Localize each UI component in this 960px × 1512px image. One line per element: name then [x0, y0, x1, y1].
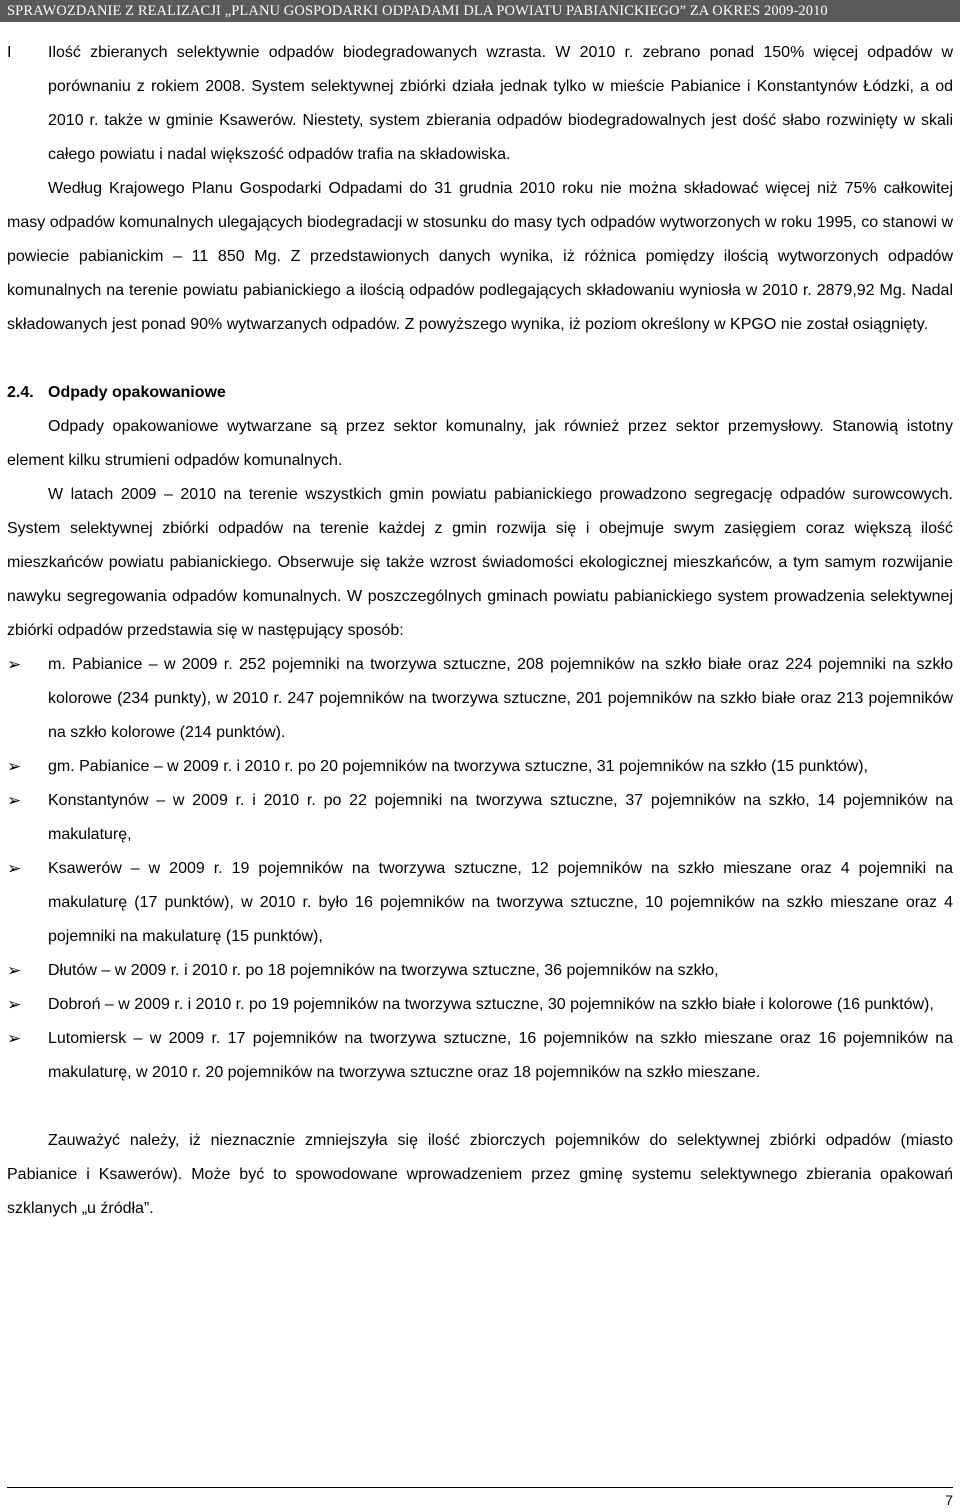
running-header: SPRAWOZDANIE Z REALIZACJI „PLANU GOSPODARKI ODPADAMI DLA POWIATU PABIANICKIEGO” ZA OKRES 2009-2010 — [0, 0, 960, 22]
arrow-bullet-icon: ➢ — [7, 757, 22, 776]
list-item-text: Dobroń – w 2009 r. i 2010 r. po 19 pojemników na tworzywa sztuczne, 30 pojemników na szkło białe i kolorowe (16 punktów), — [48, 996, 934, 1013]
page-number: 7 — [945, 1492, 953, 1508]
document-body — [7, 36, 953, 1226]
arrow-bullet-icon: ➢ — [7, 791, 22, 810]
list-item-text: gm. Pabianice – w 2009 r. i 2010 r. po 20 pojemników na tworzywa sztuczne, 31 pojemników na szkło (15 punktów), — [48, 758, 868, 775]
list-item — [7, 750, 953, 784]
paragraph-packaging-system: W latach 2009 – 2010 na terenie wszystkich gmin powiatu pabianickiego prowadzono segregację odpadów surowcowych. System selektywnej zbiórki odpadów na terenie każdej z gmin rozwija się i obejmuje swym zasięgiem coraz większą ilość mieszkańców powiatu pabianickiego. Obserwuje się także wzrost świadomości ekologicznej mieszkańców, a tym samym rozwijanie nawyku segregowania odpadów komunalnych. W poszczególnych gminach powiatu pabianickiego system prowadzenia selektywnej zbiórki odpadów przedstawia się w następujący sposób: — [7, 486, 953, 639]
footer-divider — [7, 1487, 953, 1488]
list-item-text: m. Pabianice – w 2009 r. 252 pojemniki na tworzywa sztuczne, 208 pojemników na szkło białe oraz 224 pojemniki na szkło kolorowe (234 punkty), w 2010 r. 247 pojemników na tworzywa sztuczne, 201 pojemników na szkło białe oraz 213 pojemników na szkło kolorowe (214 punktów). — [48, 656, 953, 741]
list-item — [7, 1022, 953, 1090]
paragraph-closing: Zauważyć należy, iż nieznacznie zmniejszyła się ilość zbiorczych pojemników do selektywnej zbiórki odpadów (miasto Pabianice i Ksawerów). Może być to spowodowane wprowadzeniem przez gminę systemu selektywnego zbierania opakowań szklanych „u źródła”. — [7, 1132, 953, 1217]
list-item-text: Lutomiersk – w 2009 r. 17 pojemników na tworzywa sztuczne, 16 pojemników na szkło mieszane oraz 16 pojemników na makulaturę, w 2010 r. 20 pojemników na tworzywa sztuczne oraz 18 pojemników na szkło mieszane. — [48, 1030, 953, 1081]
list-item — [7, 954, 953, 988]
section-number: 2.4. — [7, 384, 34, 401]
list-item — [7, 852, 953, 954]
paragraph-marker: I — [7, 44, 12, 61]
list-item-text: Ksawerów – w 2009 r. 19 pojemników na tworzywa sztuczne, 12 pojemników na szkło mieszane oraz 4 pojemniki na makulaturę (17 punktów), w 2010 r. było 16 pojemników na tworzywa sztuczne, 10 pojemników na szkło mieszane oraz 4 pojemniki na makulaturę (15 punktów), — [48, 860, 953, 945]
arrow-bullet-icon: ➢ — [7, 995, 22, 1014]
spacer — [7, 1090, 953, 1124]
paragraph-biodegradable — [7, 36, 953, 172]
list-item — [7, 784, 953, 852]
paragraph-text: Ilość zbieranych selektywnie odpadów biodegradowanych wzrasta. W 2010 r. zebrano ponad 150% więcej odpadów w porównaniu z rokiem 2008. System selektywnej zbiórki działa jednak tylko w mieście Pabianice i Konstantynów Łódzki, a od 2010 r. także w gminie Ksawerów. Niestety, system zbierania odpadów biodegradowalnych jest dość słabo rozwinięty w skali całego powiatu i nadal większość odpadów trafia na składowiska. — [48, 44, 953, 163]
paragraph-kpgo: Według Krajowego Planu Gospodarki Odpadami do 31 grudnia 2010 roku nie można składować więcej niż 75% całkowitej masy odpadów komunalnych ulegających biodegradacji w stosunku do masy tych odpadów wytworzonych w roku 1995, co stanowi w powiecie pabianickim – 11 850 Mg. Z przedstawionych danych wynika, iż różnica pomiędzy ilością wytworzonych odpadów komunalnych na terenie powiatu pabianickiego a ilością odpadów podlegających składowaniu wyniosła w 2010 r. 2879,92 Mg. Nadal składowanych jest ponad 90% wytwarzanych odpadów. Z powyższego wynika, iż poziom określony w KPGO nie został osiągnięty. — [7, 180, 953, 333]
list-item — [7, 648, 953, 750]
section-heading — [7, 376, 953, 410]
arrow-bullet-icon: ➢ — [7, 655, 22, 674]
arrow-bullet-icon: ➢ — [7, 961, 22, 980]
section-title: Odpady opakowaniowe — [48, 384, 226, 401]
paragraph-packaging-intro: Odpady opakowaniowe wytwarzane są przez sektor komunalny, jak również przez sektor przemysłowy. Stanowią istotny element kilku strumieni odpadów komunalnych. — [7, 418, 953, 469]
arrow-bullet-icon: ➢ — [7, 1029, 22, 1048]
municipality-list — [7, 648, 953, 1090]
list-item-text: Konstantynów – w 2009 r. i 2010 r. po 22 pojemniki na tworzywa sztuczne, 37 pojemników na szkło, 14 pojemników na makulaturę, — [48, 792, 953, 843]
list-item-text: Dłutów – w 2009 r. i 2010 r. po 18 pojemników na tworzywa sztuczne, 36 pojemników na szkło, — [48, 962, 719, 979]
arrow-bullet-icon: ➢ — [7, 859, 22, 878]
list-item — [7, 988, 953, 1022]
